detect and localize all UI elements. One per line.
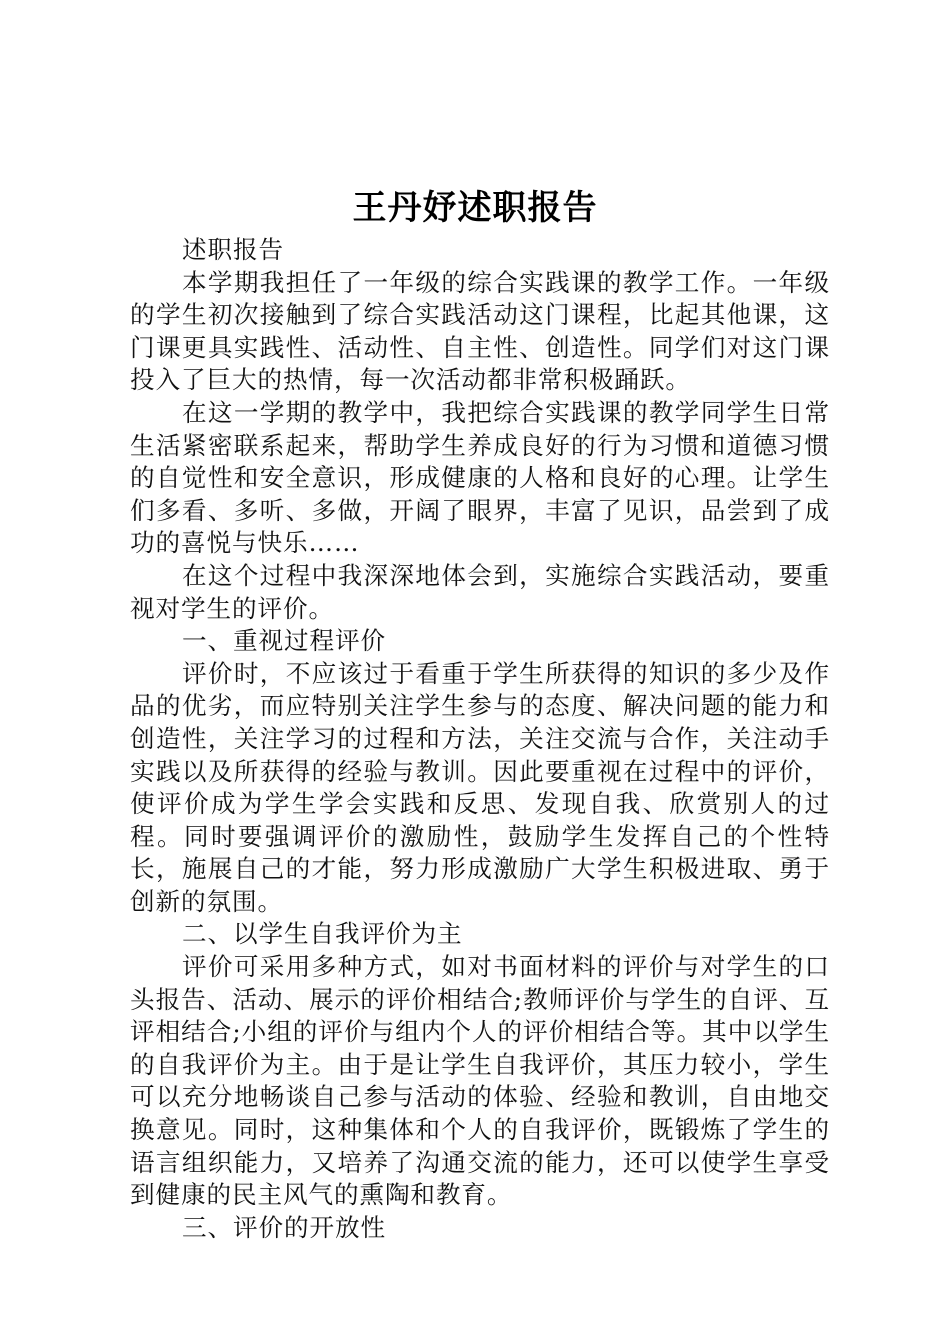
paragraph: 评价时，不应该过于看重于学生所获得的知识的多少及作品的优劣，而应特别关注学生参与的态度、解决问题的能力和创造性，关注学习的过程和方法，关注交流与合作，关注动手实践以及所获得的经验与教训。因此要重视在过程中的评价，使评价成为学生学会实践和反思、发现自我、欣赏别人的过程。同时要强调评价的激励性，鼓励学生发挥自己的个性特长，施展自己的才能，努力形成激励广大学生积极进取、勇于创新的氛围。 <box>130 658 830 916</box>
paragraph: 在这一学期的教学中，我把综合实践课的教学同学生日常生活紧密联系起来，帮助学生养成良好的行为习惯和道德习惯的自觉性和安全意识，形成健康的人格和良好的心理。让学生们多看、多听、多做，开阔了眼界，丰富了见识，品尝到了成功的喜悦与快乐…… <box>130 397 830 558</box>
document-body <box>130 234 830 1244</box>
section-heading: 一、重视过程评价 <box>182 626 386 656</box>
section-heading: 二、以学生自我评价为主 <box>182 919 463 949</box>
document-title: 王丹妤述职报告 <box>352 188 598 228</box>
paragraph-subtitle: 述职报告 <box>182 235 284 264</box>
paragraph: 本学期我担任了一年级的综合实践课的教学工作。一年级的学生初次接触到了综合实践活动这门课程，比起其他课，这门课更具实践性、活动性、自主性、创造性。同学们对这门课投入了巨大的热情，每一次活动都非常积极踊跃。 <box>130 267 830 395</box>
section-heading: 三、评价的开放性 <box>182 1212 386 1242</box>
paragraph: 在这个过程中我深深地体会到，实施综合实践活动，要重视对学生的评价。 <box>130 560 830 623</box>
paragraph: 评价可采用多种方式，如对书面材料的评价与对学生的口头报告、活动、展示的评价相结合;教师评价与学生的自评、互评相结合;小组的评价与组内个人的评价相结合等。其中以学生的自我评价为主。由于是让学生自我评价，其压力较小，学生可以充分地畅谈自己参与活动的体验、经验和教训，自由地交换意见。同时，这种集体和个人的自我评价，既锻炼了学生的语言组织能力，又培养了沟通交流的能力，还可以使学生享受到健康的民主风气的熏陶和教育。 <box>130 952 830 1210</box>
